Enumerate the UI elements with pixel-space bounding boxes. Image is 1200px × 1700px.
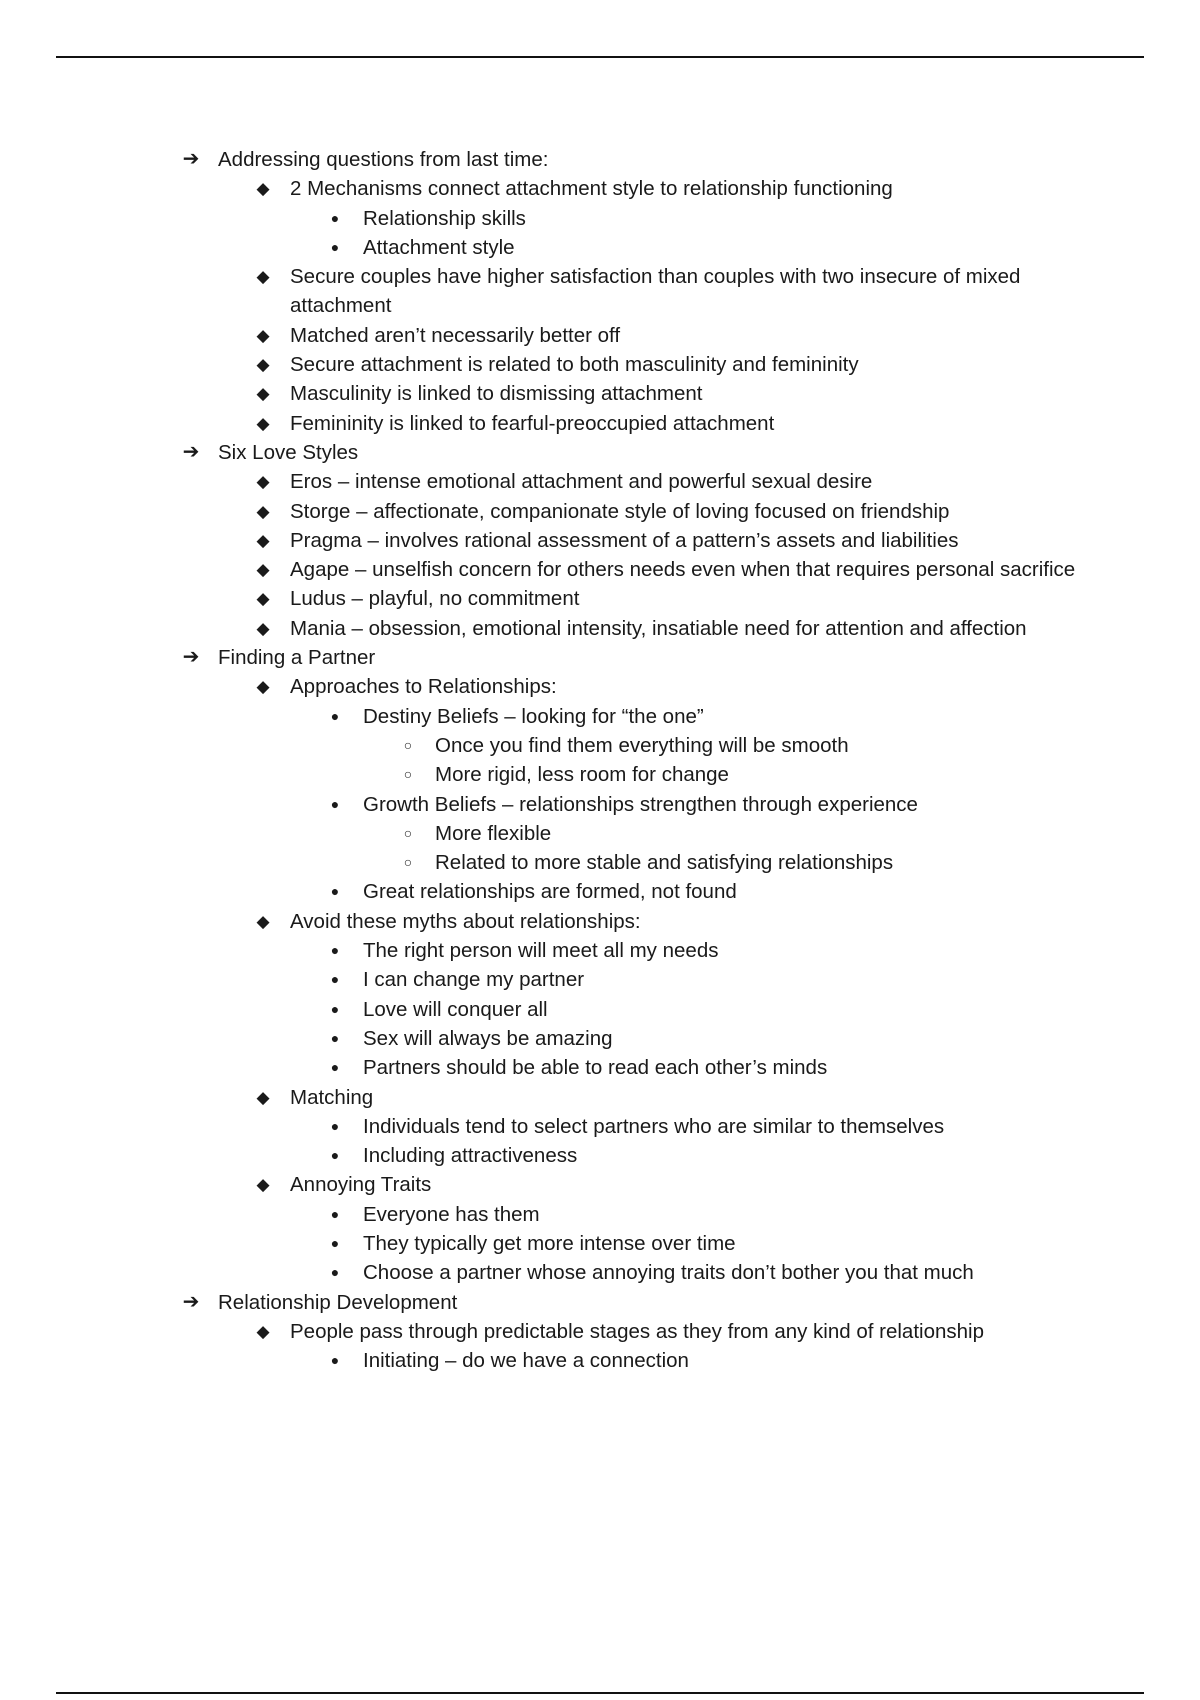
outline-item-level-1 <box>0 672 1200 701</box>
outline-item-text: Secure attachment is related to both masculinity and femininity <box>290 353 859 377</box>
outline-item-text: Partners should be able to read each other’s minds <box>363 1056 828 1080</box>
outline-item-level-2 <box>0 995 1200 1024</box>
outline-item-level-2 <box>0 965 1200 994</box>
outline-item-text: Growth Beliefs – relationships strengthen through experience <box>363 792 918 816</box>
diamond-bullet-icon: ◆ <box>256 472 270 492</box>
outline-item-level-2 <box>0 877 1200 906</box>
outline-item-level-1 <box>0 262 1200 321</box>
outline-item-text: Secure couples have higher satisfaction than couples with two insecure of mixed attachment <box>290 265 1021 318</box>
diamond-bullet-icon: ◆ <box>256 911 270 931</box>
outline-item-level-1 <box>0 321 1200 350</box>
outline-item-level-1 <box>0 409 1200 438</box>
outline-item-level-1 <box>0 379 1200 408</box>
disc-bullet-icon: ● <box>330 971 340 988</box>
outline-item-level-1 <box>0 497 1200 526</box>
arrow-bullet-icon: ➔ <box>182 1290 200 1313</box>
outline-item-level-1 <box>0 1170 1200 1199</box>
outline-item-level-2 <box>0 1112 1200 1141</box>
outline-item-level-2 <box>0 1053 1200 1082</box>
diamond-bullet-icon: ◆ <box>256 384 270 404</box>
arrow-bullet-icon: ➔ <box>182 440 200 463</box>
outline-item-level-2 <box>0 1258 1200 1287</box>
outline-item-level-0 <box>0 438 1200 467</box>
outline-item-text: Initiating – do we have a connection <box>363 1349 689 1373</box>
outline-item-text: Everyone has them <box>363 1202 540 1226</box>
outline-item-level-1 <box>0 555 1200 584</box>
outline-item-text: Ludus – playful, no commitment <box>290 587 580 611</box>
page-bottom-rule <box>56 1692 1144 1694</box>
outline-item-level-2 <box>0 1200 1200 1229</box>
outline-item-level-1 <box>0 526 1200 555</box>
disc-bullet-icon: ● <box>330 883 340 900</box>
outline-item-text: Destiny Beliefs – looking for “the one” <box>363 704 704 728</box>
outline-item-text: Attachment style <box>363 235 515 259</box>
diamond-bullet-icon: ◆ <box>256 560 270 580</box>
diamond-bullet-icon: ◆ <box>256 530 270 550</box>
outline-item-level-1 <box>0 350 1200 379</box>
diamond-bullet-icon: ◆ <box>256 1087 270 1107</box>
outline-item-level-1 <box>0 1083 1200 1112</box>
disc-bullet-icon: ● <box>330 795 340 812</box>
outline-item-text: Pragma – involves rational assessment of a pattern’s assets and liabilities <box>290 528 959 552</box>
outline-item-text: Addressing questions from last time: <box>218 148 549 171</box>
notes-outline <box>0 145 1200 1375</box>
diamond-bullet-icon: ◆ <box>256 618 270 638</box>
disc-bullet-icon: ● <box>330 707 340 724</box>
outline-item-level-2 <box>0 204 1200 233</box>
disc-bullet-icon: ● <box>330 1234 340 1251</box>
diamond-bullet-icon: ◆ <box>256 1321 270 1341</box>
outline-item-level-2 <box>0 936 1200 965</box>
outline-item-text: Love will conquer all <box>363 997 548 1021</box>
outline-item-text: They typically get more intense over time <box>363 1231 736 1255</box>
outline-item-level-3 <box>0 848 1200 877</box>
outline-item-text: 2 Mechanisms connect attachment style to relationship functioning <box>290 177 893 201</box>
outline-item-level-2 <box>0 1346 1200 1375</box>
outline-item-level-1 <box>0 1317 1200 1346</box>
circle-bullet-icon: ○ <box>403 736 413 753</box>
outline-item-text: Matched aren’t necessarily better off <box>290 323 621 347</box>
disc-bullet-icon: ● <box>330 1205 340 1222</box>
diamond-bullet-icon: ◆ <box>256 501 270 521</box>
outline-item-text: People pass through predictable stages as they from any kind of relationship <box>290 1319 984 1343</box>
circle-bullet-icon: ○ <box>403 824 413 841</box>
outline-item-level-3 <box>0 760 1200 789</box>
diamond-bullet-icon: ◆ <box>256 413 270 433</box>
diamond-bullet-icon: ◆ <box>256 179 270 199</box>
outline-item-text: Relationship Development <box>218 1290 458 1314</box>
disc-bullet-icon: ● <box>330 1147 340 1164</box>
outline-item-text: The right person will meet all my needs <box>363 939 719 963</box>
outline-item-text: Storge – affectionate, companionate style of loving focused on friendship <box>290 499 950 523</box>
outline-item-level-2 <box>0 1141 1200 1170</box>
outline-item-text: I can change my partner <box>363 968 585 992</box>
outline-item-text: Once you find them everything will be smooth <box>435 733 849 757</box>
arrow-bullet-icon: ➔ <box>182 646 200 669</box>
outline-item-level-3 <box>0 819 1200 848</box>
outline-item-text: Agape – unselfish concern for others needs even when that requires personal sacrifice <box>290 558 1076 582</box>
outline-item-level-3 <box>0 731 1200 760</box>
outline-item-text: Eros – intense emotional attachment and powerful sexual desire <box>290 470 873 494</box>
outline-item-level-2 <box>0 233 1200 262</box>
outline-item-text: Individuals tend to select partners who are similar to themselves <box>363 1114 945 1138</box>
outline-item-level-2 <box>0 1229 1200 1258</box>
outline-item-text: Mania – obsession, emotional intensity, insatiable need for attention and affection <box>290 616 1027 640</box>
outline-item-text: Including attractiveness <box>363 1144 578 1168</box>
disc-bullet-icon: ● <box>330 1352 340 1369</box>
diamond-bullet-icon: ◆ <box>256 267 270 287</box>
outline-item-text: Great relationships are formed, not found <box>363 880 737 904</box>
disc-bullet-icon: ● <box>330 1000 340 1017</box>
outline-item-level-0 <box>0 643 1200 672</box>
outline-item-text: Annoying Traits <box>290 1173 432 1197</box>
arrow-bullet-icon: ➔ <box>182 148 200 170</box>
outline-item-level-1 <box>0 584 1200 613</box>
disc-bullet-icon: ● <box>330 209 340 226</box>
outline-item-text: Approaches to Relationships: <box>290 675 557 699</box>
disc-bullet-icon: ● <box>330 942 340 959</box>
diamond-bullet-icon: ◆ <box>256 589 270 609</box>
outline-item-text: Relationship skills <box>363 206 526 230</box>
outline-item-level-0 <box>0 145 1200 174</box>
page-top-rule <box>56 56 1144 58</box>
outline-item-text: Masculinity is linked to dismissing attachment <box>290 382 703 406</box>
outline-item-text: Femininity is linked to fearful-preoccupied attachment <box>290 411 775 435</box>
outline-item-text: Sex will always be amazing <box>363 1026 613 1050</box>
outline-item-level-1 <box>0 907 1200 936</box>
outline-item-level-1 <box>0 174 1200 203</box>
outline-item-level-1 <box>0 614 1200 643</box>
outline-item-text: More flexible <box>435 821 552 845</box>
disc-bullet-icon: ● <box>330 1117 340 1134</box>
diamond-bullet-icon: ◆ <box>256 677 270 697</box>
outline-item-level-1 <box>0 467 1200 496</box>
disc-bullet-icon: ● <box>330 1059 340 1076</box>
outline-item-text: Choose a partner whose annoying traits don’t bother you that much <box>363 1261 974 1285</box>
outline-item-level-2 <box>0 1024 1200 1053</box>
circle-bullet-icon: ○ <box>403 766 413 783</box>
disc-bullet-icon: ● <box>330 1264 340 1281</box>
outline-item-level-2 <box>0 702 1200 731</box>
diamond-bullet-icon: ◆ <box>256 325 270 345</box>
outline-item-text: More rigid, less room for change <box>435 763 729 787</box>
outline-item-text: Six Love Styles <box>218 440 359 464</box>
diamond-bullet-icon: ◆ <box>256 1175 270 1195</box>
outline-item-text: Matching <box>290 1085 374 1109</box>
disc-bullet-icon: ● <box>330 238 340 255</box>
outline-item-text: Avoid these myths about relationships: <box>290 909 641 933</box>
disc-bullet-icon: ● <box>330 1029 340 1046</box>
outline-item-text: Finding a Partner <box>218 646 376 670</box>
outline-item-level-2 <box>0 790 1200 819</box>
diamond-bullet-icon: ◆ <box>256 355 270 375</box>
outline-item-text: Related to more stable and satisfying relationships <box>435 851 894 875</box>
outline-item-level-0 <box>0 1288 1200 1317</box>
circle-bullet-icon: ○ <box>403 854 413 871</box>
